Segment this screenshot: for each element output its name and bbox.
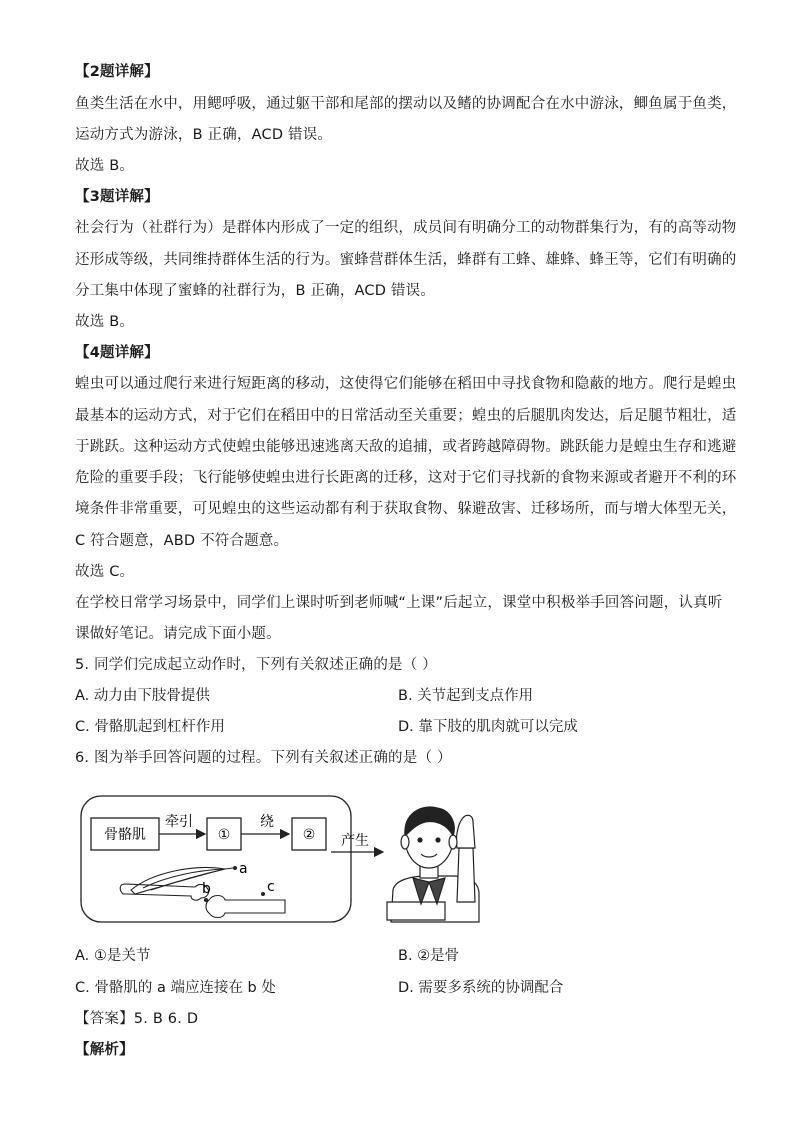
q6-option-a: A. ①是关节	[75, 948, 151, 964]
q6-option-c: C. 骨骼肌的 a 端应连接在 b 处	[75, 980, 276, 996]
q5-option-c: C. 骨骼肌起到杠杆作用	[75, 719, 225, 735]
diagram-frame	[81, 796, 351, 922]
q6-option-d: D. 需要多系统的协调配合	[398, 980, 564, 996]
q4-text-line: 境条件非常重要，可见蝗虫的这些运动都有利于获取食物、躲避敌害、迁移场所，而与增大体型无关，	[75, 501, 737, 517]
q3-text-line: 社会行为（社群行为）是群体内形成了一定的组织，成员间有明确分工的动物群集行为，有的高等动物	[75, 220, 737, 236]
student-illustration	[387, 807, 479, 922]
q6-option-b: B. ②是骨	[398, 948, 460, 964]
q3-text-line: 还形成等级，共同维持群体生活的行为。蜜蜂营群体生活，蜂群有工蜂、雄蜂、蜂王等，它们有明确的	[75, 252, 737, 268]
q5-option-d: D. 靠下肢的肌肉就可以完成	[398, 719, 578, 735]
q4-heading: 【4题详解】	[75, 345, 159, 361]
produce-label: 产生	[341, 833, 369, 849]
skeletal-muscle-label: 骨骼肌	[104, 827, 146, 843]
q4-conclusion: 故选 C。	[75, 564, 135, 580]
q3-heading: 【3题详解】	[75, 189, 159, 205]
q4-text-line: 于跳跃。这种运动方式使蝗虫能够迅速逃离天敌的追捕，或者跨越障碍物。跳跃能力是蝗虫生存和逃避	[75, 439, 737, 455]
q6-stem: 6. 图为举手回答问题的过程。下列有关叙述正确的是（ ）	[75, 750, 452, 766]
around-label: 绕	[260, 814, 274, 830]
q5-option-a: A. 动力由下肢骨提供	[75, 688, 210, 704]
intro-text-line: 在学校日常学习场景中，同学们上课时听到老师喊“上课”后起立，课堂中积极举手回答问题，认真听	[75, 595, 723, 611]
pull-label: 牵引	[165, 814, 193, 830]
q4-text-line: 危险的重要手段；飞行能够使蝗虫进行长距离的迁移，这对于它们寻找新的食物来源或者避开不利的环	[75, 470, 737, 486]
point-a-label: a	[239, 861, 248, 877]
q4-text-line: 蝗虫可以通过爬行来进行短距离的移动，这使得它们能够在稻田中寻找食物和隐蔽的地方。爬行是蝗虫	[75, 376, 737, 392]
q3-conclusion: 故选 B。	[75, 314, 135, 330]
intro-text-line: 课做好笔记。请完成下面小题。	[75, 626, 281, 642]
point-b	[204, 898, 208, 902]
box-1-label: ①	[217, 827, 231, 843]
analysis-heading: 【解析】	[75, 1042, 134, 1058]
q5-stem: 5. 同学们完成起立动作时，下列有关叙述正确的是（ ）	[75, 657, 437, 673]
q2-conclusion: 故选 B。	[75, 158, 135, 174]
point-a	[233, 866, 237, 870]
point-c-label: c	[267, 879, 275, 895]
q5-option-b: B. 关节起到支点作用	[398, 688, 534, 704]
q2-heading: 【2题详解】	[75, 64, 159, 80]
box-2-label: ②	[302, 827, 316, 843]
point-c	[261, 892, 265, 896]
answer-line: 【答案】5. B 6. D	[75, 1011, 199, 1027]
movement-diagram	[75, 790, 495, 930]
q4-text-line: 最基本的运动方式，对于它们在稻田中的日常活动至关重要；蝗虫的后腿肌肉发达，后足腿节粗壮，适	[75, 408, 737, 424]
q2-text-line: 鱼类生活在水中，用鳃呼吸，通过躯干部和尾部的摆动以及鳍的协调配合在水中游泳，鲫鱼属于鱼类，	[75, 96, 737, 112]
q3-text-line: 分工集中体现了蜜蜂的社群行为，B 正确，ACD 错误。	[75, 283, 436, 299]
point-b-label: b	[202, 881, 211, 897]
q4-text-line: C 符合题意，ABD 不符合题意。	[75, 533, 289, 549]
q2-text-line: 运动方式为游泳，B 正确，ACD 错误。	[75, 127, 333, 143]
